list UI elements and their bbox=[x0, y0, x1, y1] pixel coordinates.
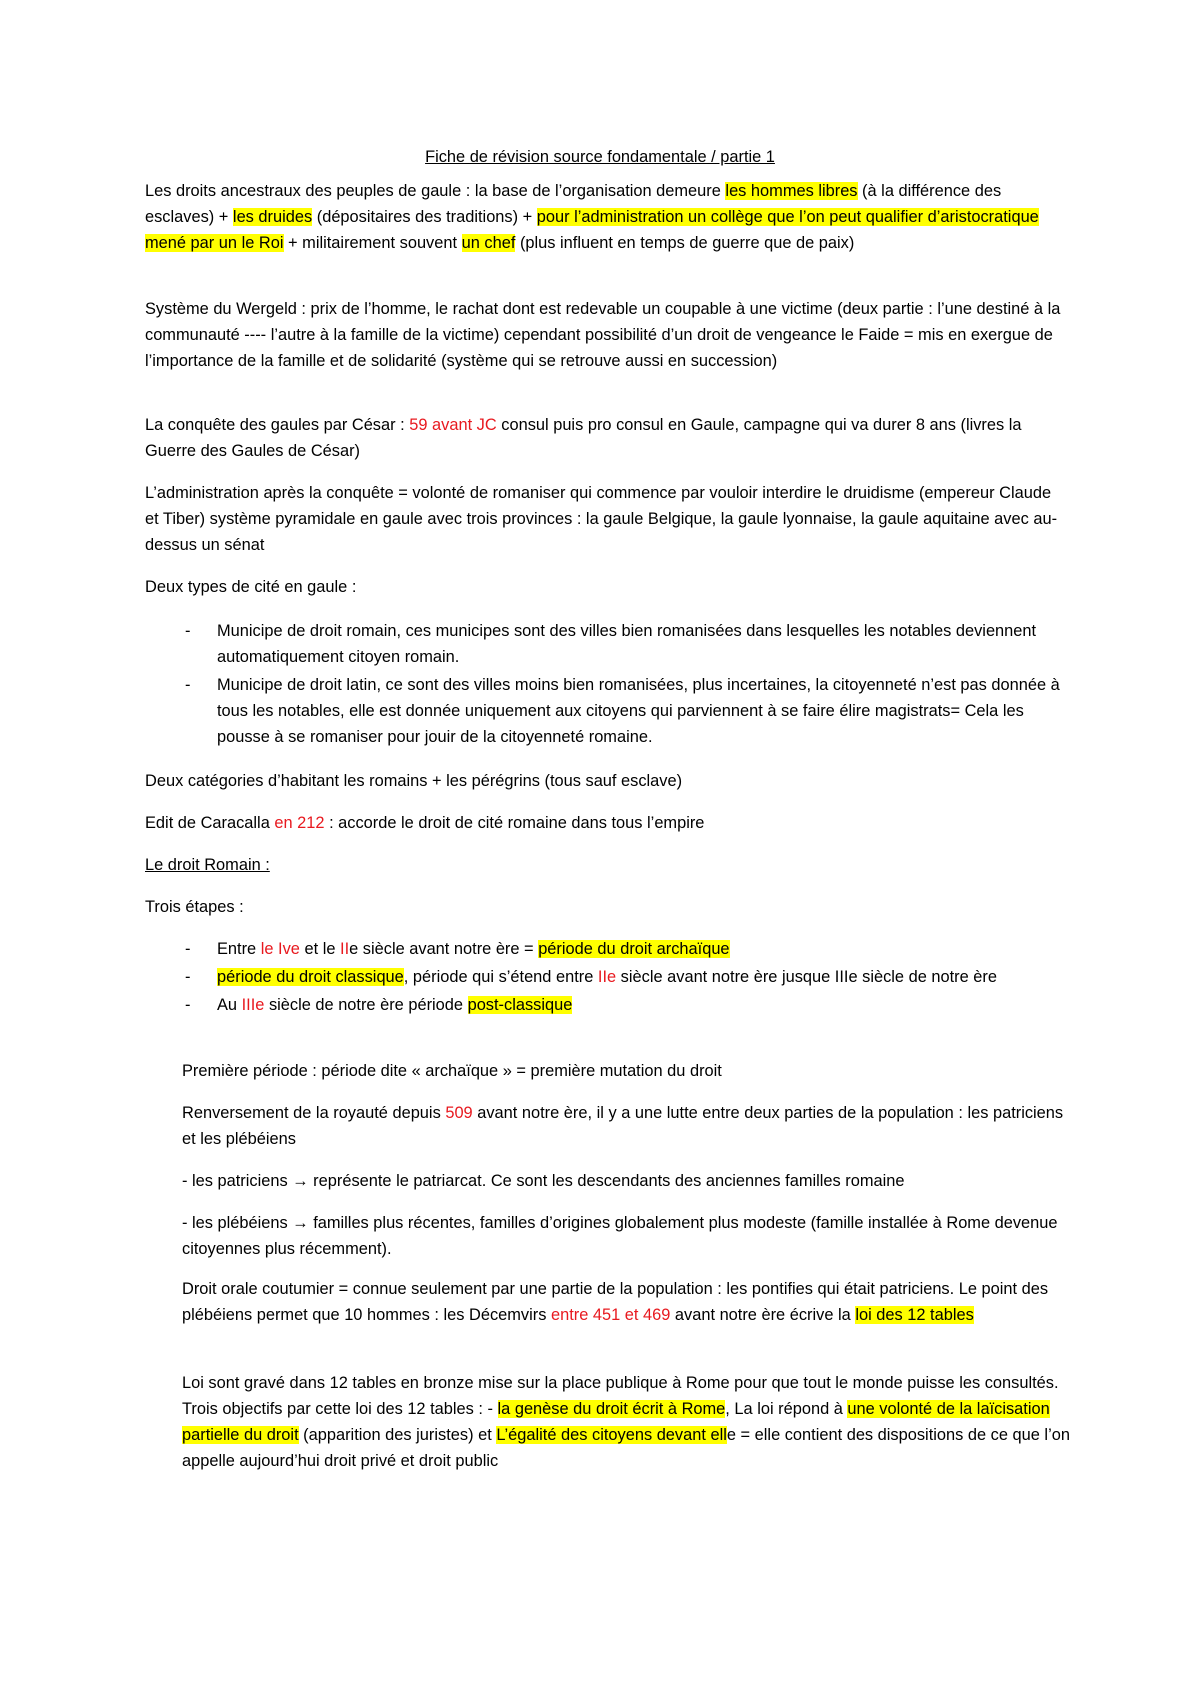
text-span: Au bbox=[217, 996, 242, 1014]
text-span: (apparition des juristes) et bbox=[298, 1426, 497, 1444]
arrow-icon: → bbox=[292, 1214, 309, 1232]
red-text: IIIe bbox=[241, 996, 265, 1014]
text-span: (dépositaires des traditions) + bbox=[312, 208, 537, 226]
paragraph-loi-12-tables bbox=[182, 1370, 1072, 1474]
list-item-text: Municipe de droit romain, ces municipes sont des villes bien romanisées dans lesquelles les notables deviennent automatiquement citoyen romain. bbox=[217, 622, 1037, 666]
highlight-span: les hommes libres bbox=[725, 182, 858, 200]
highlight-span: période du droit classique bbox=[217, 968, 404, 986]
text-span: Les droits ancestraux des peuples de gaule : la base de l’organisation demeure bbox=[145, 182, 726, 200]
text-span: Loi sont gravé dans 12 tables en bronze mise sur la place publique à Rome pour que tout le monde puisse les consultés. Trois objectifs par cette loi des 12 tables : - bbox=[182, 1374, 1059, 1418]
text-span: et le bbox=[299, 940, 341, 958]
paragraph-categories: Deux catégories d’habitant les romains + les pérégrins (tous sauf esclave) bbox=[145, 772, 683, 790]
text-span: - les plébéiens bbox=[182, 1214, 293, 1232]
red-date: en 212 bbox=[274, 814, 325, 832]
paragraph-caracalla bbox=[145, 810, 1065, 836]
text-span: e siècle avant notre ère = bbox=[349, 940, 539, 958]
list-item bbox=[145, 618, 1075, 670]
paragraph-conquete bbox=[145, 412, 1065, 464]
text-span: consul puis pro consul en Gaule, campagne qui va durer 8 ans (livres la Guerre des Gaules de César) bbox=[145, 416, 1022, 460]
text-span: (plus influent en temps de guerre que de paix) bbox=[515, 234, 855, 252]
highlight-span: les druides bbox=[232, 208, 313, 226]
highlight-span: un chef bbox=[461, 234, 516, 252]
paragraph-premiere-periode: Première période : période dite « archaïque » = première mutation du droit bbox=[182, 1062, 722, 1080]
list-item bbox=[145, 964, 1075, 990]
highlight-span: la genèse du droit écrit à Rome bbox=[497, 1400, 726, 1418]
text-span: siècle avant notre ère jusque IIIe siècle de notre ère bbox=[616, 968, 997, 986]
paragraph-droit-orale bbox=[182, 1276, 1072, 1328]
bullet-dash: - bbox=[185, 940, 191, 958]
etapes-list bbox=[145, 936, 1075, 1020]
text-span: - les patriciens bbox=[182, 1172, 293, 1190]
highlight-span: une volonté de la laïcisation partielle du droit bbox=[182, 1400, 1050, 1444]
bullet-dash: - bbox=[185, 622, 191, 640]
text-span: (à la différence des esclaves) + bbox=[145, 182, 1002, 226]
highlight-span: pour l’administration un collège que l’on peut qualifier d’aristocratique mené par un le Roi bbox=[145, 208, 1039, 252]
list-item bbox=[145, 936, 1075, 962]
paragraph-types-cite: Deux types de cité en gaule : bbox=[145, 578, 357, 596]
text-span: Renversement de la royauté depuis bbox=[182, 1104, 446, 1122]
paragraph-administration: L’administration après la conquête = volonté de romaniser qui commence par vouloir interdire le druidisme (empereur Claude et Tiber) système pyramidale en gaule avec trois provinces : la gaule Belgique, la gaule lyonnaise, la gaule aquitaine avec au-dessus un sénat bbox=[145, 484, 1058, 554]
cites-list bbox=[145, 618, 1075, 752]
red-text: II bbox=[340, 940, 350, 958]
paragraph-renversement bbox=[182, 1100, 1072, 1152]
paragraph-plebeiens bbox=[182, 1210, 1072, 1262]
text-span: + militairement souvent bbox=[283, 234, 462, 252]
list-item bbox=[145, 992, 1075, 1018]
bullet-dash: - bbox=[185, 968, 191, 986]
paragraph-wergeld: Système du Wergeld : prix de l’homme, le rachat dont est redevable un coupable à une victime (deux partie : l’une destiné à la communauté ---- l’autre à la famille de la victime) cependant possibilité d’un droit de vengeance le Faide = mis en exergue de l’importance de la famille et de solidarité (système qui se retrouve aussi en succession) bbox=[145, 300, 1061, 370]
list-item-text: Municipe de droit latin, ce sont des villes moins bien romanisées, plus incertaines, la citoyenneté n’est pas donnée à tous les notables, elle est donnée uniquement aux citoyens qui parviennent à se faire élire magistrats= Cela les pousse à se romaniser pour jouir de la citoyenneté romaine. bbox=[217, 676, 1060, 746]
section-heading-droit-romain: Le droit Romain : bbox=[145, 856, 270, 874]
text-span: e = elle contient des dispositions de ce que l’on appelle aujourd’hui droit privé et droit public bbox=[182, 1426, 1070, 1470]
red-text: le Ive bbox=[260, 940, 300, 958]
paragraph-droits-ancestraux bbox=[145, 178, 1065, 256]
text-span: familles plus récentes, familles d’origines globalement plus modeste (famille installée à Rome devenue citoyennes plus récemment). bbox=[182, 1214, 1058, 1258]
text-span: , période qui s’étend entre bbox=[403, 968, 598, 986]
red-date: 509 bbox=[445, 1104, 473, 1122]
page-title: Fiche de révision source fondamentale / partie 1 bbox=[425, 148, 775, 166]
red-text: IIe bbox=[597, 968, 617, 986]
highlight-span: loi des 12 tables bbox=[855, 1306, 974, 1324]
highlight-span: L’égalité des citoyens devant ell bbox=[496, 1426, 727, 1444]
paragraph-trois-etapes: Trois étapes : bbox=[145, 898, 244, 916]
highlight-span: post-classique bbox=[467, 996, 573, 1014]
paragraph-patriciens bbox=[182, 1168, 1072, 1194]
text-span: siècle de notre ère période bbox=[264, 996, 468, 1014]
bullet-dash: - bbox=[185, 676, 191, 694]
list-item bbox=[145, 672, 1075, 750]
text-span: : accorde le droit de cité romaine dans tous l’empire bbox=[324, 814, 705, 832]
highlight-span: période du droit archaïque bbox=[538, 940, 730, 958]
bullet-dash: - bbox=[185, 996, 191, 1014]
text-span: Edit de Caracalla bbox=[145, 814, 275, 832]
arrow-icon: → bbox=[292, 1172, 309, 1190]
text-span: représente le patriarcat. Ce sont les descendants des anciennes familles romaine bbox=[308, 1172, 905, 1190]
text-span: La conquête des gaules par César : bbox=[145, 416, 410, 434]
text-span: avant notre ère écrive la bbox=[670, 1306, 856, 1324]
text-span: avant notre ère, il y a une lutte entre deux parties de la population : les patriciens et les plébéiens bbox=[182, 1104, 1064, 1148]
text-span: , La loi répond à bbox=[725, 1400, 848, 1418]
text-span: Droit orale coutumier = connue seulement par une partie de la population : les pontifies qui était patriciens. Le point des plébéiens permet que 10 hommes : les Décemvirs bbox=[182, 1280, 1049, 1324]
text-span: Entre bbox=[217, 940, 261, 958]
red-date: 59 avant JC bbox=[409, 416, 497, 434]
red-date: entre 451 et 469 bbox=[550, 1306, 671, 1324]
